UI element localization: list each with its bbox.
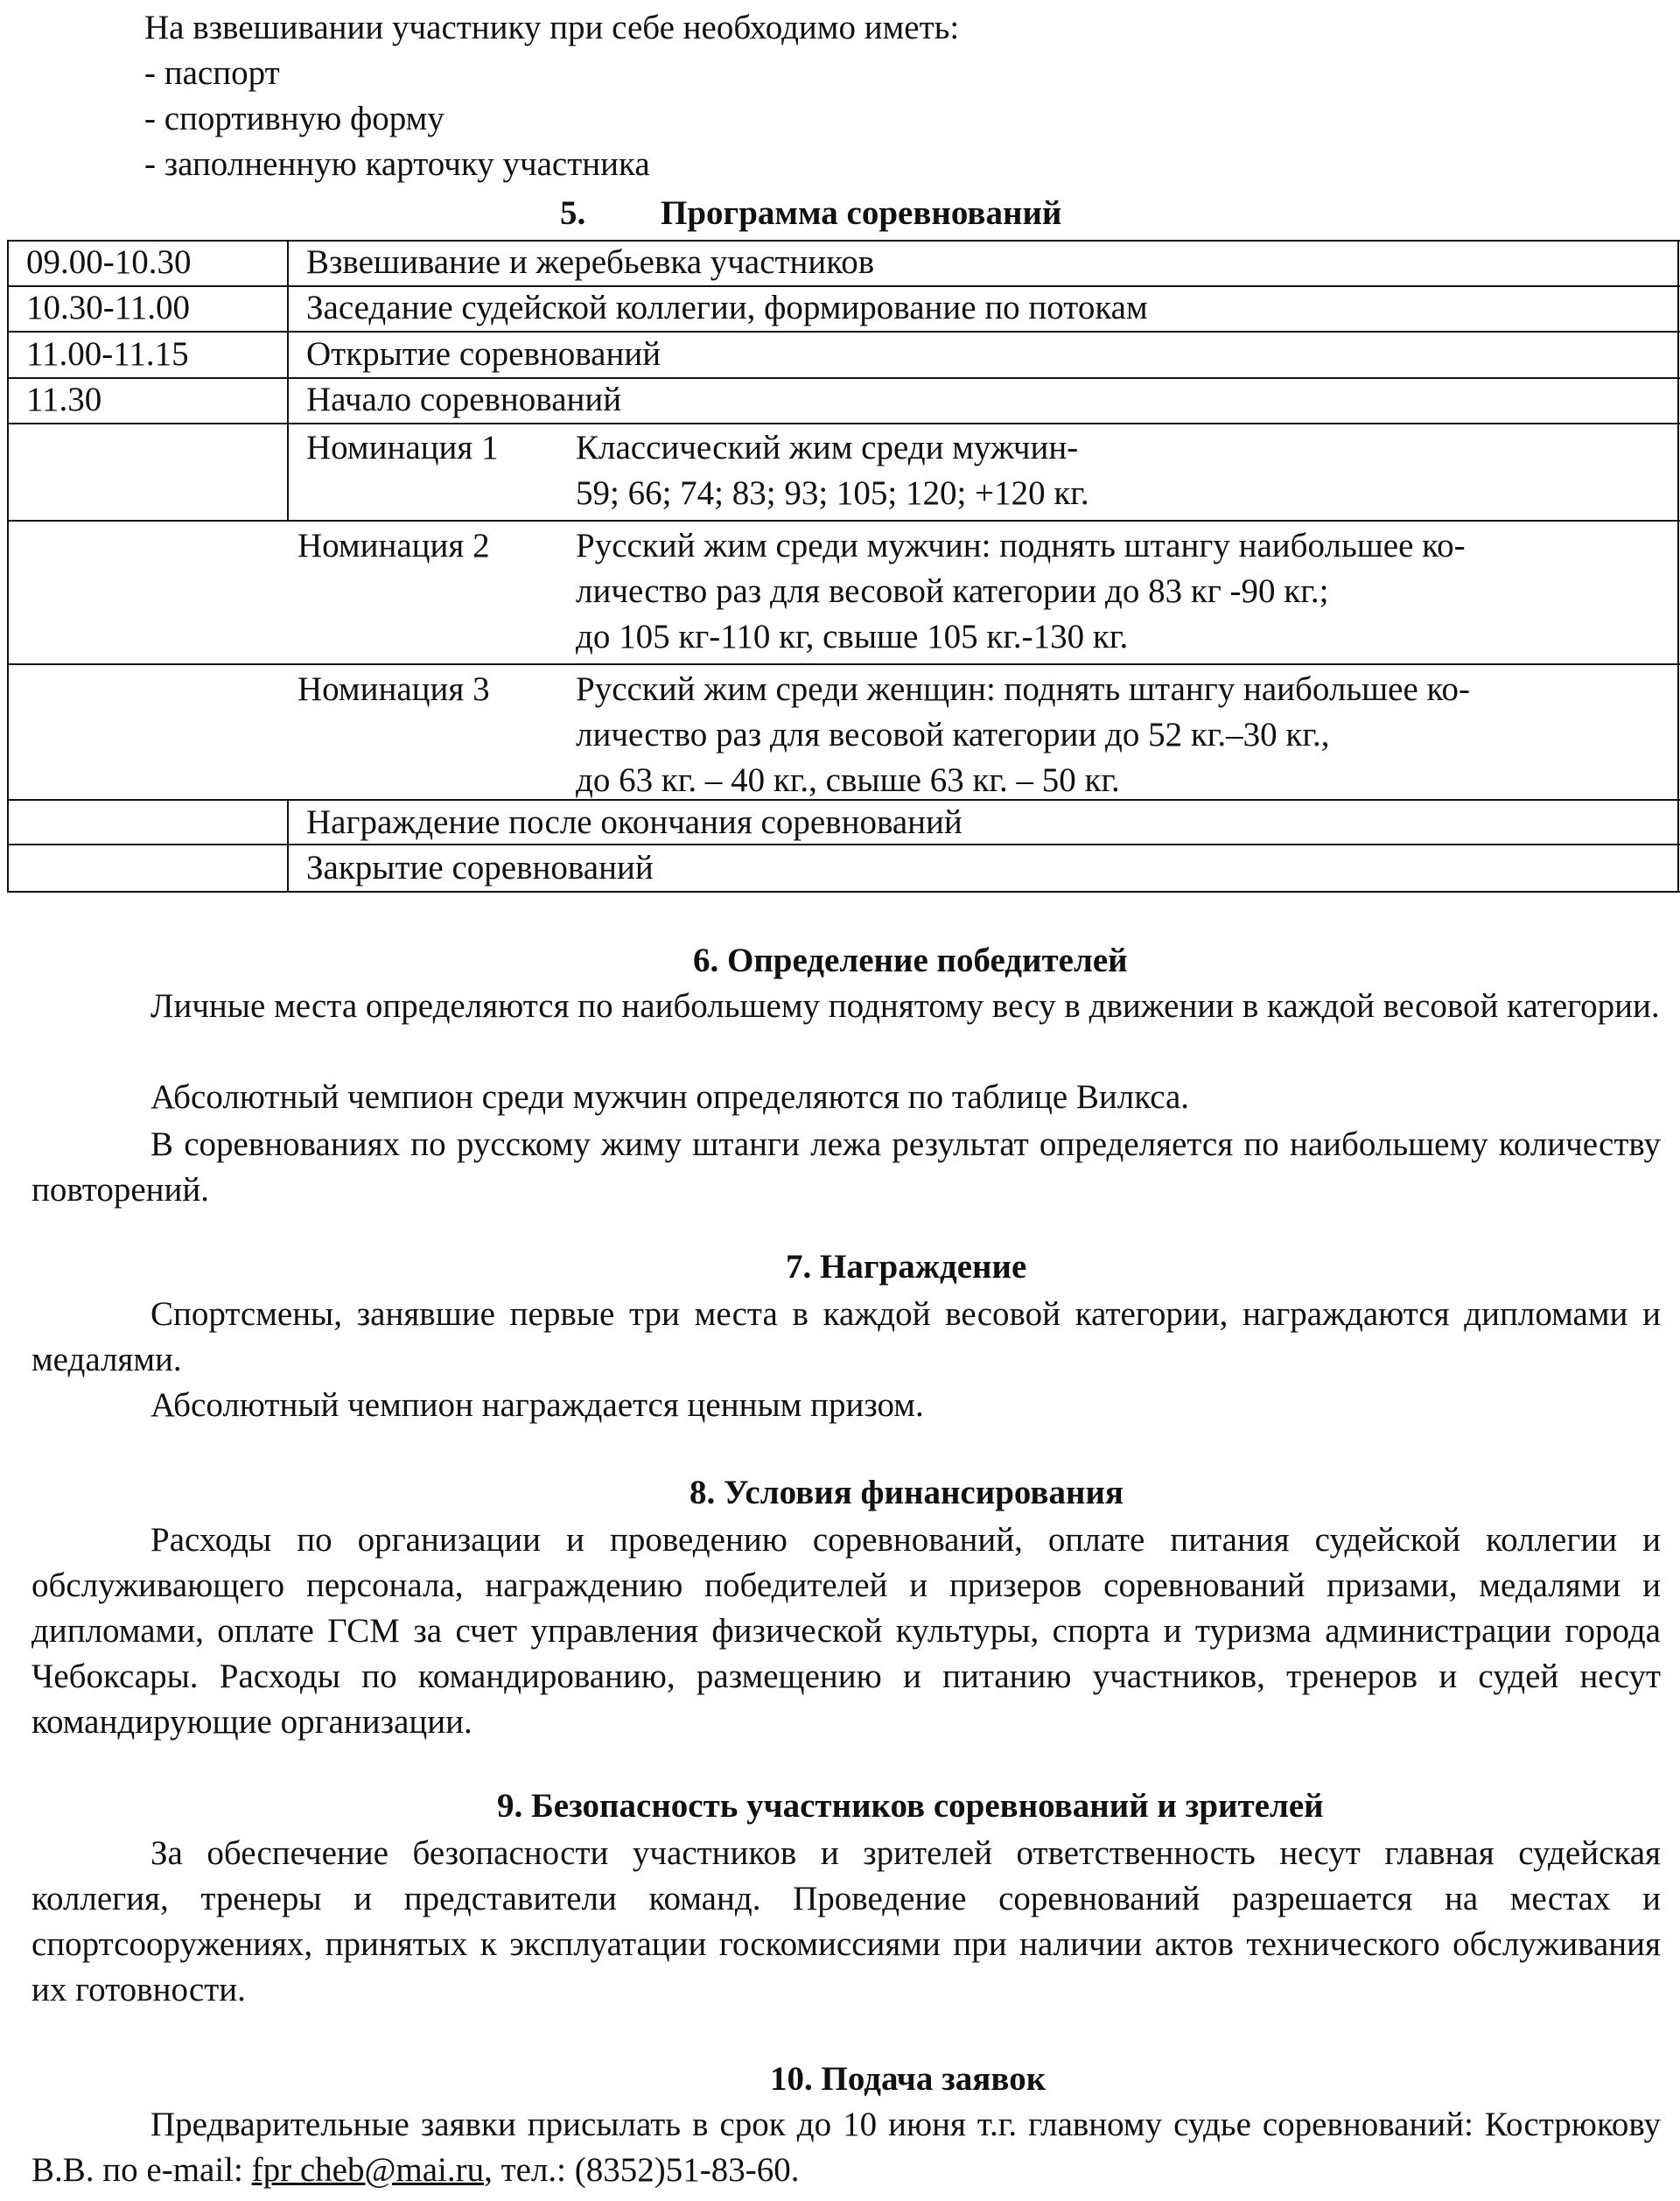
schedule-time: 10.30-11.00 [26, 289, 191, 326]
schedule-time: 11.00-11.15 [26, 335, 189, 373]
nomination-3-text: до 63 кг. – 40 кг., свыше 63 кг. – 50 кг. [576, 761, 1120, 799]
applications-phone: , тел.: (8352)51-83-60. [484, 2151, 800, 2189]
awards-section-title: 7. Награждение [786, 1248, 1027, 1286]
safety-section-title: 9. Безопасность участников соревнований и зрителей [497, 1787, 1324, 1825]
weighing-item-passport: - паспорт [144, 54, 280, 92]
schedule-event: Открытие соревнований [306, 335, 662, 373]
weighing-item-card: - заполненную карточку участника [144, 145, 650, 183]
nomination-2-text: до 105 кг-110 кг, свыше 105 кг.-130 кг. [576, 618, 1129, 655]
winners-paragraph: В соревнованиях по русскому жиму штанги лежа результат определяется по наибольшему количеству повторений. [32, 1125, 1661, 1209]
nomination-3-text: личество раз для весовой категории до 52 кг.–30 кг., [576, 716, 1330, 754]
financing-paragraph: Расходы по организации и проведению соревнований, оплате питания судейской коллегии и обслуживающего персонала, награждению победителей и призеров соревнований призами, медалями и дипломами, оплате ГСМ за счет управления физической культуры, спорта и туризма администрации города Чебоксары. Расходы по командированию, размещению и питанию участников, тренеров и судей несут командирующие организации. [32, 1521, 1661, 1741]
weighing-intro: На взвешивании участнику при себе необходимо иметь: [144, 9, 960, 46]
schedule-time: 11.30 [26, 381, 102, 418]
nomination-1-text: 59; 66; 74; 83; 93; 105; 120; +120 кг. [576, 474, 1089, 512]
weighing-item-uniform: - спортивную форму [144, 100, 444, 137]
applications-text: Предварительные заявки присылать в срок до 10 июня т.г. главному судье соревнований: Кострюкову В.В. по e-mail: [32, 2106, 1661, 2189]
awards-paragraph: Абсолютный чемпион награждается ценным призом. [150, 1386, 924, 1424]
program-schedule-table [7, 240, 1680, 893]
nomination-2-text: личество раз для весовой категории до 83 кг -90 кг.; [576, 572, 1329, 610]
applications-section-title: 10. Подача заявок [770, 2060, 1046, 2098]
nomination-1-text: Классический жим среди мужчин- [576, 429, 1079, 466]
schedule-time: 09.00-10.30 [26, 243, 192, 281]
applications-paragraph [32, 2102, 1661, 2193]
nomination-2-label: Номинация 2 [298, 527, 490, 564]
schedule-event: Начало соревнований [306, 381, 622, 418]
program-section-title: Программа соревнований [661, 194, 1062, 232]
winners-paragraph: Абсолютный чемпион среди мужчин определяются по таблице Вилкса. [150, 1078, 1190, 1116]
safety-paragraph: За обеспечение безопасности участников и зрителей ответственность несут главная судейская коллегия, тренеры и представители команд. Проведение соревнований разрешается на местах и спортсооружениях, принятых к эксплуатации госкомиссиями при наличии актов технического обслуживания их готовности. [32, 1834, 1661, 2008]
nomination-2-text: Русский жим среди мужчин: поднять штангу наибольшее ко- [576, 527, 1466, 564]
financing-section-title: 8. Условия финансирования [690, 1474, 1124, 1511]
nomination-3-label: Номинация 3 [298, 670, 490, 708]
schedule-closing: Закрытие соревнований [306, 849, 654, 887]
schedule-awards: Награждение после окончания соревнований [306, 803, 962, 841]
nomination-1-label: Номинация 1 [306, 429, 499, 466]
program-section-number: 5. [560, 194, 586, 232]
applications-email-link[interactable]: fpr cheb@mai.ru [251, 2151, 485, 2189]
winners-paragraph: Личные места определяются по наибольшему поднятому весу в движении в каждой весовой категории. [150, 987, 1660, 1025]
winners-section-title: 6. Определение победителей [693, 942, 1128, 979]
nomination-3-text: Русский жим среди женщин: поднять штангу наибольшее ко- [576, 670, 1470, 708]
awards-paragraph: Спортсмены, занявшие первые три места в каждой весовой категории, награждаются дипломами и медалями. [32, 1295, 1661, 1378]
schedule-event: Заседание судейской коллегии, формирование по потокам [306, 289, 1148, 326]
schedule-event: Взвешивание и жеребьевка участников [306, 243, 875, 281]
